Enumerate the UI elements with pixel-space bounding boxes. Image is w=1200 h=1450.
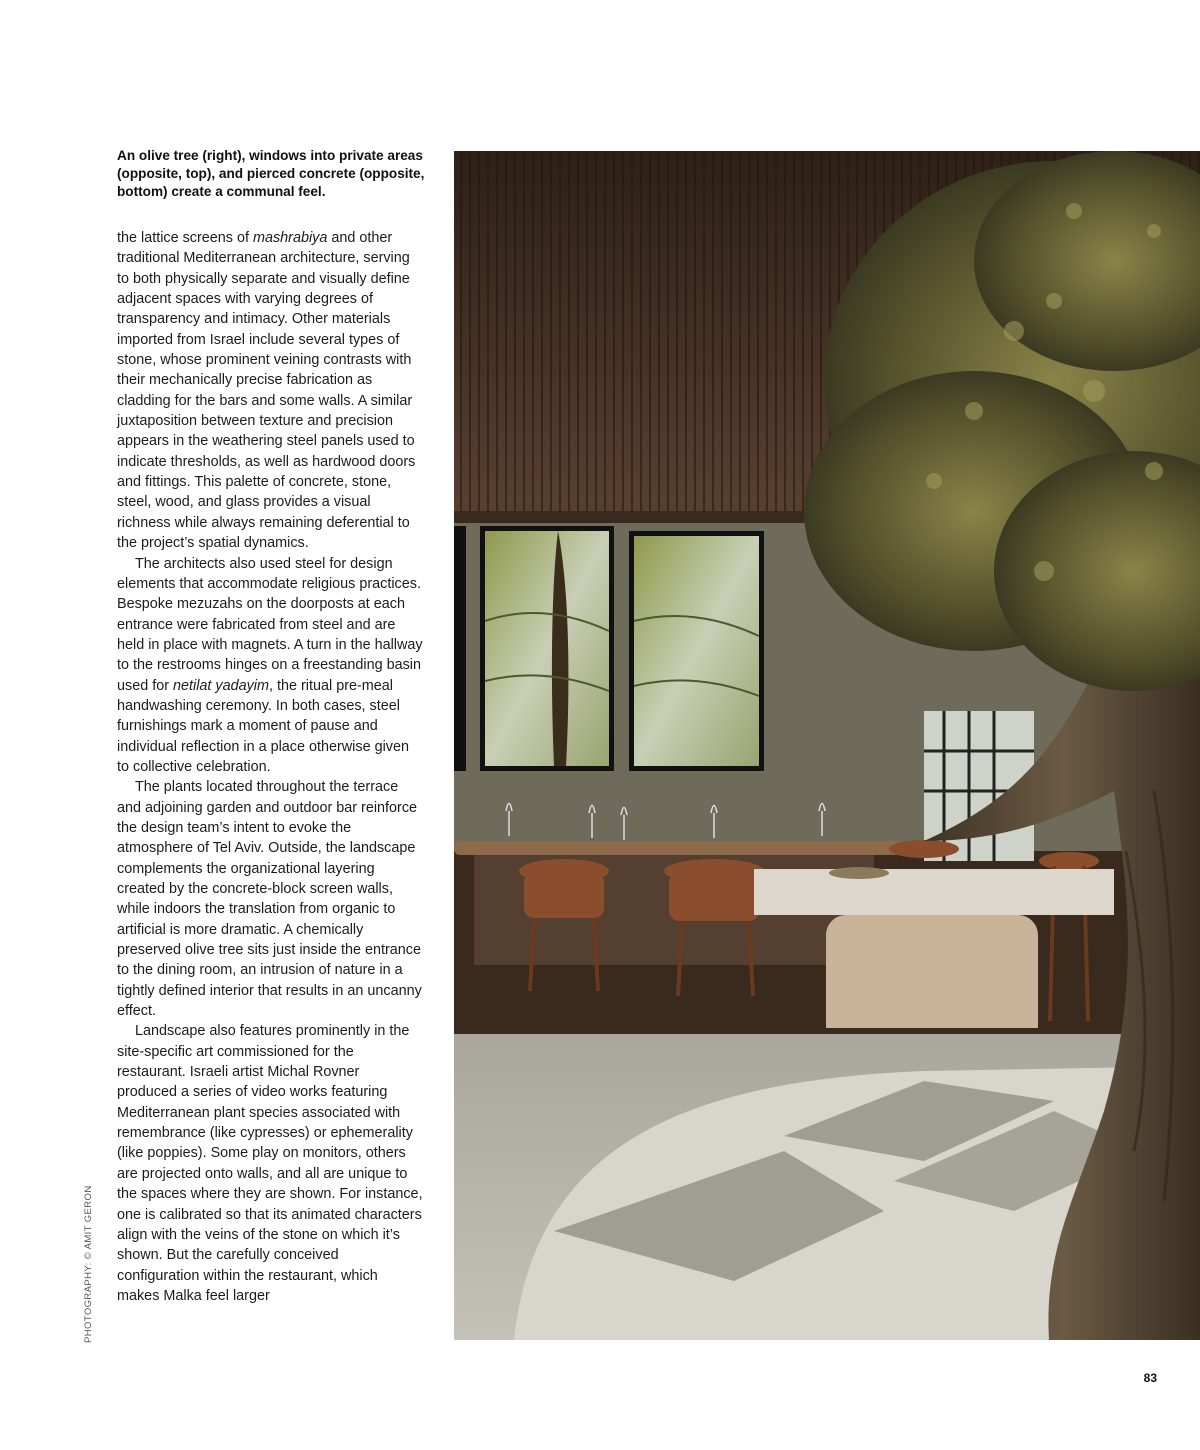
paragraph-1: the lattice screens of mashrabiya and other traditional Mediterranean architecture, serving to both physically separate and visually define adjacent spaces with varying degrees of transparency and intimacy. Other materials imported from Israel include several types of stone, whose prominent veining contrasts with their mechanically precise fabrication as cladding for the bars and some walls. A similar juxtaposition between texture and precision appears in the weathering steel panels used to indicate thresholds, as well as hardwood doors and fittings. This palette of concrete, stone, steel, wood, and glass provides a visual richness while always remaining deferential to the project’s spatial dynamics. — [117, 230, 416, 552]
paragraph-2: The architects also used steel for design elements that accommodate religious practices. Bespoke mezuzahs on the doorposts at each entrance were fabricated from steel and are held in place with magnets. A turn in the hallway to the restrooms hinges on a freestanding basin used for netilat yadayim, the ritual pre-meal handwashing ceremony. In both cases, steel furnishings mark a moment of pause and individual reflection in a place otherwise given to collective celebration. — [117, 555, 423, 775]
olive-tree-dining-room-image — [454, 151, 1200, 1340]
paragraph-3: The plants located throughout the terrace and adjoining garden and outdoor bar reinforce the design team’s intent to evoke the atmosphere of Tel Aviv. Outside, the landscape complements the organizational layering created by the concrete-block screen walls, while indoors the translation from organic to artificial is more dramatic. A chemically preserved olive tree sits just inside the entrance to the dining room, an intrusion of nature in a tightly defined interior that results in an uncanny effect. — [117, 779, 422, 1020]
paragraph-4: Landscape also features prominently in the site-specific art commissioned for the restaurant. Israeli artist Michal Rovner produced a series of video works featuring Mediterranean plant species associated with remembrance (like cypresses) or ephemerality (like poppies). Some play on monitors, others are projected onto walls, and all are unique to the spaces where they are shown. For instance, one is calibrated so that its animated characters align with the veins of the stone on which it’s shown. But the carefully conceived configuration within the restaurant, which makes Malka feel larger — [117, 1023, 423, 1304]
photo-caption: An olive tree (right), windows into private areas (opposite, top), and pierced concrete (opposite, bottom) create a communal feel. — [117, 148, 425, 199]
restaurant-photo — [454, 151, 1200, 1340]
article-body — [117, 228, 423, 1306]
photo-credit: PHOTOGRAPHY: © AMIT GERON — [83, 1185, 94, 1343]
page-number: 83 — [1143, 1371, 1157, 1385]
